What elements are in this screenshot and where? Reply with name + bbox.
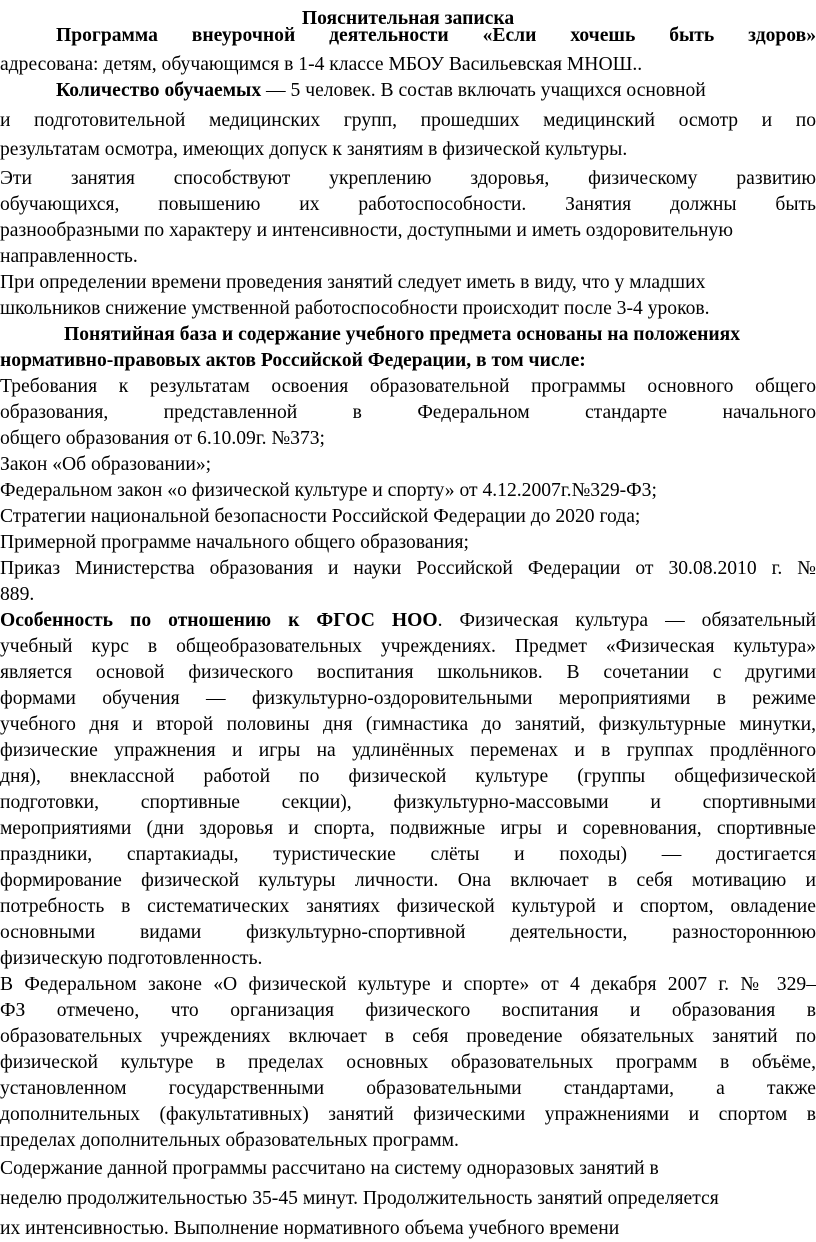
bold-text: Особенность по отношению к ФГОС НОО — [0, 610, 438, 631]
text-line — [0, 712, 816, 738]
text-span: неделю продолжительностью 35-45 минут. Продолжительность занятий определяется — [0, 1188, 719, 1209]
text-span: ФЗ отмечено, что организация физического воспитания и образования в — [0, 1000, 816, 1021]
text-span: физические упражнения и игры на удлинённых переменах и в группах продлённого — [0, 740, 816, 761]
text-line — [0, 634, 816, 660]
text-span: учебный курс в общеобразовательных учреждениях. Предмет «Физическая культура» — [0, 636, 816, 657]
text-line — [0, 218, 816, 244]
text-span: обучающихся, повышению их работоспособности. Занятия должны быть — [0, 194, 816, 215]
text-span: школьников снижение умственной работоспособности происходит после 3-4 уроков. — [0, 298, 710, 319]
text-line — [64, 322, 816, 348]
text-line — [0, 582, 816, 608]
text-line — [0, 660, 816, 686]
text-line — [0, 1024, 816, 1050]
text-span: Содержание данной программы рассчитано на систему одноразовых занятий в — [0, 1158, 659, 1179]
text-line — [0, 452, 816, 478]
text-line — [0, 842, 816, 868]
bold-text: Программа внеурочной деятельности «Если хочешь быть здоров» — [56, 25, 816, 46]
bold-text: нормативно-правовых актов Российской Федерации, в том числе: — [0, 350, 586, 371]
document-title: Пояснительная записка — [301, 8, 515, 29]
text-line — [0, 270, 816, 296]
bold-text: Понятийная база и содержание учебного предмета основаны на положениях — [64, 324, 741, 345]
text-span: установленном государственными образовательными стандартами, а также — [0, 1078, 816, 1099]
text-span: мероприятиями (дни здоровья и спорта, подвижные игры и соревнования, спортивные — [0, 818, 816, 839]
text-span: . Физическая культура — обязательный — [437, 610, 816, 631]
text-span: образовательных учреждениях включает в себя проведение обязательных занятий по — [0, 1026, 816, 1047]
text-line — [0, 764, 816, 790]
text-line — [0, 426, 816, 452]
text-line — [56, 78, 816, 104]
text-span: В Федеральном законе «О физической культуре и спорте» от 4 декабря 2007 г. № 329– — [0, 974, 816, 995]
text-line — [0, 894, 816, 920]
text-span: формами обучения — физкультурно-оздоровительными мероприятиями в режиме — [0, 688, 816, 709]
text-line — [0, 972, 816, 998]
text-span: направленность. — [0, 246, 138, 267]
text-span: и подготовительной медицинских групп, прошедших медицинский осмотр и по — [0, 110, 816, 131]
text-span: их интенсивностью. Выполнение нормативного объема учебного времени — [0, 1218, 620, 1239]
text-line — [0, 1102, 816, 1128]
text-line — [0, 686, 816, 712]
text-span: Стратегии национальной безопасности Российской Федерации до 2020 года; — [0, 506, 641, 527]
text-line — [0, 296, 816, 322]
text-line — [0, 998, 816, 1024]
text-line — [0, 1050, 816, 1076]
text-line — [0, 868, 816, 894]
text-line — [0, 530, 816, 556]
text-span: учебного дня и второй половины дня (гимнастика до занятий, физкультурные минутки, — [0, 714, 816, 735]
text-line — [0, 1076, 816, 1102]
text-span: Закон «Об образовании»; — [0, 454, 212, 475]
text-span: результатам осмотра, имеющих допуск к занятиям в физической культуры. — [0, 139, 628, 160]
text-span: основными видами физкультурно-спортивной деятельности, разностороннюю — [0, 922, 816, 943]
text-span: При определении времени проведения занятий следует иметь в виду, что у младших — [0, 272, 706, 293]
text-span: дополнительных (факультативных) занятий физическими упражнениями и спортом в — [0, 1104, 816, 1125]
text-span: 889. — [0, 584, 35, 605]
text-line — [0, 400, 816, 426]
text-line — [0, 790, 816, 816]
text-span: образования, представленной в Федеральном стандарте начального — [0, 402, 816, 423]
text-span: физическую подготовленность. — [0, 948, 263, 969]
text-span: дня), внеклассной работой по физической культуре (группы общефизической — [0, 766, 816, 787]
text-line — [0, 244, 816, 270]
text-line — [0, 1156, 816, 1182]
text-span: разнообразными по характеру и интенсивности, доступными и иметь оздоровительную — [0, 220, 733, 241]
text-line — [0, 52, 816, 78]
text-line — [0, 816, 816, 842]
bold-text: Количество обучаемых — [56, 80, 262, 101]
text-span: Эти занятия способствуют укреплению здоровья, физическому развитию — [0, 168, 816, 189]
text-line — [0, 478, 816, 504]
text-line — [0, 137, 816, 163]
text-line — [56, 23, 816, 49]
text-line — [0, 556, 816, 582]
text-span: формирование физической культуры личности. Она включает в себя мотивацию и — [0, 870, 816, 891]
text-span: праздники, спартакиады, туристические слёты и походы) — достигается — [0, 844, 816, 865]
text-line — [0, 192, 816, 218]
text-span: Примерной программе начального общего образования; — [0, 532, 469, 553]
text-span: Приказ Министерства образования и науки Российской Федерации от 30.08.2010 г. № — [0, 558, 816, 579]
text-line — [0, 108, 816, 134]
text-line — [0, 348, 816, 374]
text-line — [0, 1216, 816, 1242]
text-line — [0, 1186, 816, 1212]
text-line — [0, 920, 816, 946]
text-line — [0, 1128, 816, 1154]
text-line — [0, 608, 816, 634]
text-span: физической культуре в пределах основных образовательных программ в объёме, — [0, 1052, 816, 1073]
text-line — [0, 166, 816, 192]
text-line — [0, 946, 816, 972]
text-span: подготовки, спортивные секции), физкультурно-массовыми и спортивными — [0, 792, 816, 813]
text-span: потребность в систематических занятиях физической культурой и спортом, овладение — [0, 896, 816, 917]
text-span: адресована: детям, обучающимся в 1-4 классе МБОУ Васильевская МНОШ.. — [0, 54, 643, 75]
text-span: пределах дополнительных образовательных программ. — [0, 1130, 459, 1151]
text-span: является основой физического воспитания школьников. В сочетании с другими — [0, 662, 816, 683]
text-line — [0, 738, 816, 764]
text-span: Федеральном закон «о физической культуре и спорту» от 4.12.2007г.№329-Ф3; — [0, 480, 657, 501]
text-span: общего образования от 6.10.09г. №373; — [0, 428, 325, 449]
text-line — [0, 374, 816, 400]
text-span: Требования к результатам освоения образовательной программы основного общего — [0, 376, 816, 397]
text-span: — 5 человек. В состав включать учащихся основной — [261, 80, 706, 101]
text-line — [0, 504, 816, 530]
